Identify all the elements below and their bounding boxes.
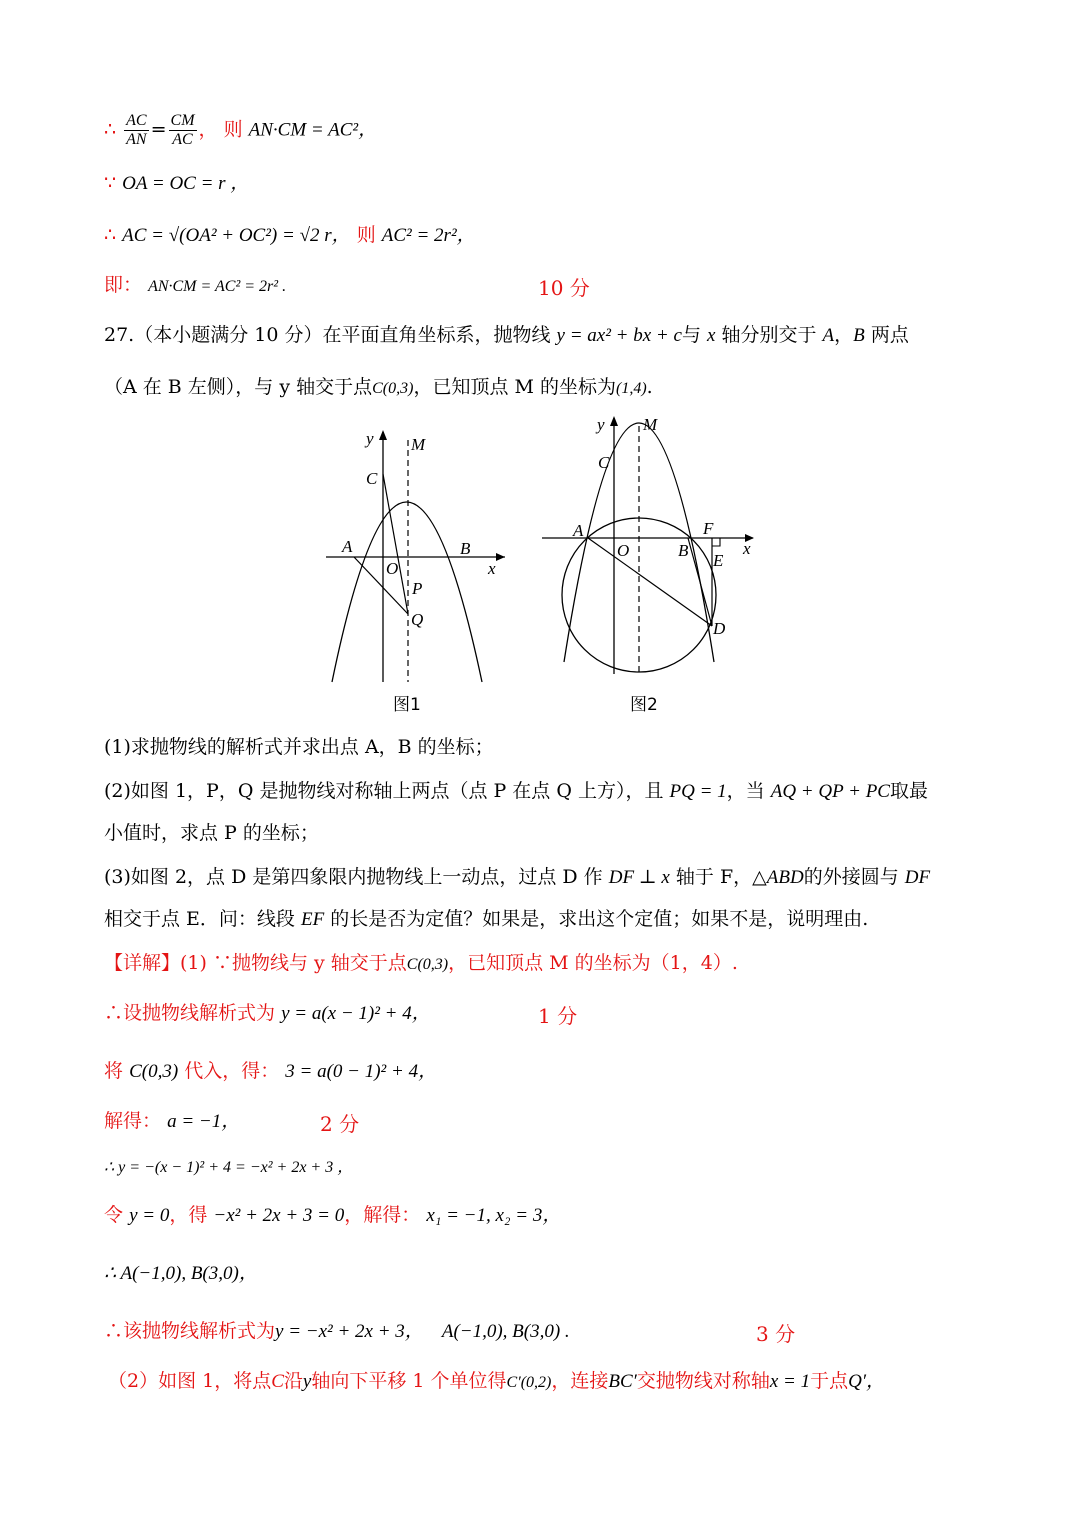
solution-text: ∴该抛物线解析式为	[104, 1320, 276, 1342]
question-27-line-2	[104, 374, 653, 402]
equation: A(−1,0), B(3,0) .	[441, 1321, 570, 1342]
solution-line-2	[104, 1000, 431, 1027]
label-x: x	[743, 539, 751, 558]
frac-num: AC	[126, 112, 147, 129]
proof-line-2	[104, 170, 249, 197]
label-x: x	[488, 559, 496, 578]
equation: −x² + 2x + 3 = 0	[213, 1205, 345, 1226]
question-text: 的外接圆与	[803, 866, 899, 888]
question-text: ，当	[726, 780, 765, 802]
equation: △ABD	[752, 867, 804, 888]
equation: DF	[904, 867, 931, 888]
equation: C′(0,2)	[506, 1374, 552, 1391]
score-3: 3 分	[756, 1322, 796, 1346]
frac-den: AN	[126, 131, 147, 148]
solution-line-6	[104, 1202, 561, 1229]
subquestion-2-line-1	[104, 778, 928, 805]
label-o: O	[386, 559, 399, 578]
question-text: 取最	[889, 780, 928, 802]
label-m: M	[643, 415, 658, 434]
fraction-ac-an	[124, 112, 148, 149]
math-var: Q′，	[848, 1371, 885, 1392]
equation: y = a(x − 1)² + 4，	[281, 1003, 431, 1024]
equation: EF	[300, 909, 325, 930]
equation: OA = OC = r ，	[122, 173, 250, 194]
equation: ∴ A(−1,0), B(3,0)，	[104, 1263, 258, 1284]
score-10: 10 分	[538, 276, 590, 300]
then-text: 则	[223, 118, 243, 141]
solution-text: 将	[104, 1060, 124, 1082]
score-1: 1 分	[538, 1004, 578, 1028]
question-text: ，	[834, 324, 854, 346]
solution-line-1	[104, 950, 738, 978]
subquestion-1: (1)求抛物线的解析式并求出点 A，B 的坐标；	[104, 736, 494, 758]
solution-text: ，已知顶点 M 的坐标为（1，4）.	[448, 952, 738, 974]
solution-text: 轴向下平移 1 个单位得	[311, 1370, 507, 1392]
frac-den: AC	[172, 131, 193, 148]
solution-text: 沿	[283, 1370, 303, 1392]
solution-line-8	[104, 1318, 570, 1345]
segment-bd	[688, 538, 712, 626]
math-var: B	[853, 325, 865, 346]
equation: a = −1，	[167, 1111, 241, 1132]
solution-line-5	[104, 1154, 353, 1181]
figures-svg	[320, 412, 770, 722]
equation: y = −x² + 2x + 3，	[275, 1321, 424, 1342]
label-y: y	[597, 415, 605, 434]
solution-text: ，解得：	[344, 1204, 421, 1226]
label-c: C	[366, 469, 378, 488]
solution-text: 代入，得：	[184, 1060, 280, 1082]
question-text: （A 在 B 左侧），与 y 轴交于点	[104, 376, 373, 398]
solution-text: （2）如图 1，将点	[108, 1370, 272, 1392]
solution-text: (1) ∵抛物线与 y 轴交于点	[180, 952, 407, 974]
equation: DF ⊥ x	[608, 867, 670, 888]
because-symbol: ∵	[104, 172, 117, 194]
proof-line-4	[104, 272, 286, 300]
subquestion-3-line-2	[104, 906, 868, 933]
solution-text: 交抛物线对称轴	[636, 1370, 770, 1392]
equation: C(0,3)	[372, 380, 414, 397]
label-a: A	[342, 537, 353, 556]
equation: AN·CM = AC²，	[248, 119, 378, 141]
question-text: 两点	[870, 324, 909, 346]
label-c: C	[598, 453, 610, 472]
equation: AC = √(OA² + OC²) = √2 r，	[122, 225, 351, 246]
label-m: M	[411, 435, 426, 454]
solution-line-9	[108, 1368, 885, 1396]
solution-line-4	[104, 1108, 240, 1135]
proof-line-3	[104, 222, 476, 249]
equation: (1,4)	[616, 380, 647, 397]
then-text: 则	[356, 224, 376, 246]
score-2: 2 分	[320, 1112, 360, 1136]
figure-2	[542, 415, 754, 674]
equation: AC² = 2r²，	[381, 225, 476, 246]
equation: ∴ y = −(x − 1)² + 4 = −x² + 2x + 3 ，	[104, 1159, 354, 1176]
question-text: (3)如图 2，点 D 是第四象限内抛物线上一动点，过点 D 作	[104, 866, 603, 888]
solution-line-7	[104, 1260, 258, 1287]
question-text: 27.（本小题满分 10 分）在平面直角坐标系，抛物线	[104, 324, 551, 346]
question-text: 相交于点 E．问：线段	[104, 908, 295, 930]
figure-2-caption: 图2	[630, 695, 658, 715]
figures	[320, 412, 770, 722]
parabola	[332, 502, 482, 682]
question-27-line-1	[104, 322, 909, 349]
equation: x₁ = −1, x₂ = 3，	[426, 1205, 562, 1226]
label-e: E	[713, 551, 724, 570]
solution-line-3	[104, 1058, 437, 1085]
label-o: O	[617, 541, 630, 560]
math-var: BC′	[608, 1371, 637, 1392]
right-angle-mark	[712, 538, 720, 546]
therefore-symbol: ∴	[104, 118, 117, 141]
proof-line-1: ∴ $\frac{AC}{AN}$ = $\frac{CM}{AC}$ ， 则 AN·CM = AC²，	[104, 112, 378, 148]
subquestion-3-line-1	[104, 864, 930, 891]
question-text: (2)如图 1，P，Q 是抛物线对称轴上两点（点 P 在点 Q 上方），且	[104, 780, 664, 802]
y-arrow-icon	[379, 430, 387, 440]
solution-text: ∴设抛物线解析式为	[104, 1002, 276, 1024]
figure-1-caption: 图1	[393, 695, 421, 715]
equation: y = ax² + bx + c	[556, 325, 682, 346]
solution-text: 解得：	[104, 1110, 162, 1132]
fraction-cm-ac	[169, 112, 197, 149]
equation: C(0,3)	[129, 1061, 179, 1082]
question-text: 轴于 F，	[675, 866, 753, 888]
segment-cq	[383, 474, 408, 614]
y-arrow-icon	[610, 416, 618, 426]
math-var: C	[271, 1371, 284, 1392]
label-y: y	[366, 429, 374, 448]
math-var: x	[707, 325, 716, 346]
solution-text: 于点	[810, 1370, 849, 1392]
math-var: A	[822, 325, 835, 346]
equation: x = 1	[769, 1371, 811, 1392]
equation: 3 = a(0 − 1)² + 4，	[285, 1061, 438, 1082]
subquestion-2-line-2: 小值时，求点 P 的坐标；	[104, 822, 319, 844]
question-text: 轴分别交于	[721, 324, 817, 346]
label-a: A	[573, 521, 584, 540]
solution-text: 令	[104, 1204, 124, 1226]
question-text: 的长是否为定值？如果是，求出这个定值；如果不是，说明理由.	[330, 908, 869, 930]
namely-text: 即：	[104, 274, 143, 296]
question-text: 与	[681, 324, 701, 346]
question-text: .	[646, 376, 653, 398]
label-q: Q	[411, 610, 424, 629]
equation: AN·CM = AC² = 2r² .	[148, 278, 287, 295]
label-p: P	[412, 579, 423, 598]
label-d: D	[713, 619, 726, 638]
x-arrow-icon	[496, 553, 505, 561]
solution-text: ，连接	[551, 1370, 609, 1392]
label-f: F	[703, 519, 714, 538]
detail-label: 【详解】	[104, 952, 181, 974]
label-b: B	[460, 539, 471, 558]
equation: y = 0	[129, 1205, 170, 1226]
therefore-symbol: ∴	[104, 224, 117, 246]
math-var: y	[302, 1371, 312, 1392]
equation: PQ = 1	[669, 781, 727, 802]
label-b: B	[678, 541, 689, 560]
frac-num: CM	[170, 112, 195, 129]
equation: AQ + QP + PC	[770, 781, 890, 802]
question-text: ，已知顶点 M 的坐标为	[413, 376, 616, 398]
equation: C(0,3)	[406, 956, 449, 973]
figure-1	[326, 429, 505, 682]
solution-text: ，得	[169, 1204, 208, 1226]
